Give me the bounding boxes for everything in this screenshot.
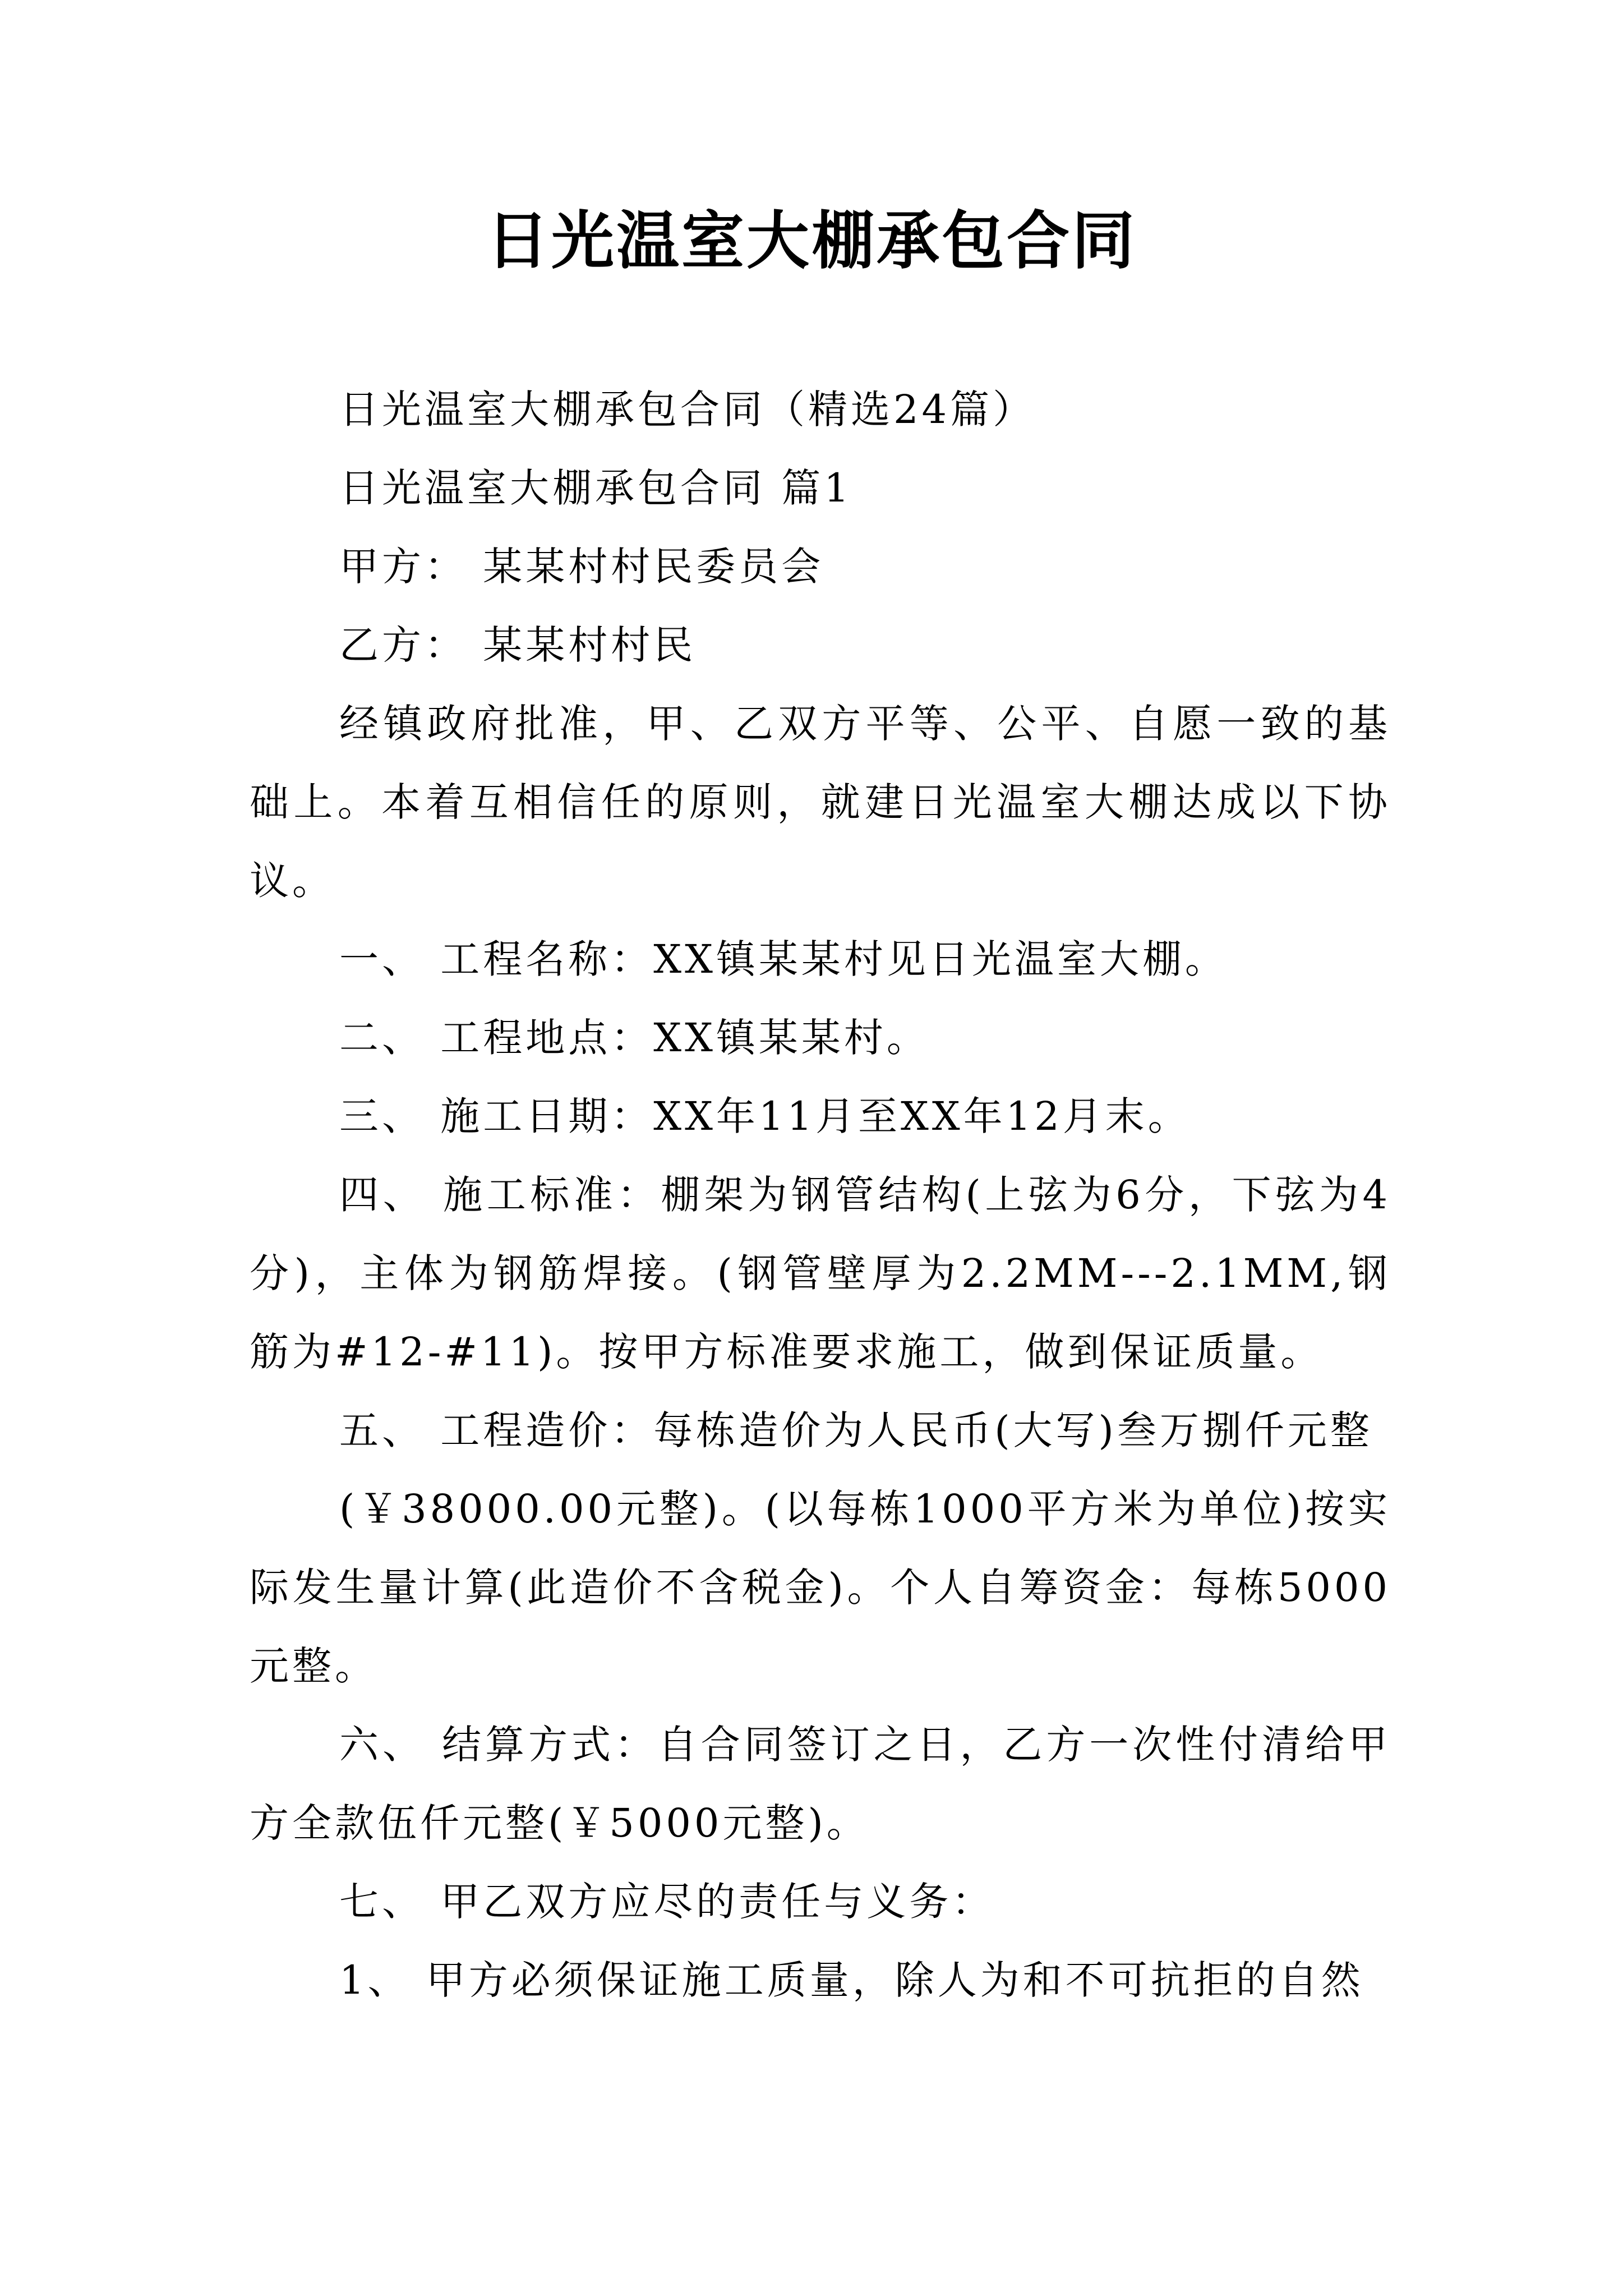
paragraph-party-a: 甲方： 某某村村民委员会 <box>339 544 824 590</box>
paragraph-collection-title: 日光温室大棚承包合同（精选24篇） <box>339 386 1036 432</box>
paragraph-clause-2: 二、 工程地点：XX镇某某村。 <box>339 1015 929 1061</box>
paragraph-preamble: 经镇政府批准，甲、乙双方平等、公平、自愿一致的基础上。本着互相信任的原则，就建日光温室大棚达成以下协议。 <box>250 701 1391 904</box>
paragraph-clause-7-item-1: 1、 甲方必须保证施工质量，除人为和不可抗拒的自然 <box>339 1957 1364 2003</box>
paragraph-party-b: 乙方： 某某村村民 <box>339 622 697 668</box>
document-title: 日光温室大棚承包合同 <box>486 204 1137 278</box>
paragraph-clause-6: 六、 结算方式：自合同签订之日，乙方一次性付清给甲方全款伍仟元整(￥5000元整)。 <box>250 1722 1391 1846</box>
paragraph-clause-7: 七、 甲乙双方应尽的责任与义务： <box>339 1879 995 1925</box>
paragraph-section-heading: 日光温室大棚承包合同 篇1 <box>339 465 852 511</box>
paragraph-clause-5: 五、 工程造价：每栋造价为人民币(大写)叁万捌仟元整 <box>339 1407 1373 1453</box>
paragraph-clause-3: 三、 施工日期：XX年11月至XX年12月末。 <box>339 1093 1191 1139</box>
document-body <box>250 370 1391 2019</box>
paragraph-clause-4: 四、 施工标准：棚架为钢管结构(上弦为6分，下弦为4分)，主体为钢筋焊接。(钢管壁厚为2.2MM---2.1MM,钢筋为#12-#11)。按甲方标准要求施工，做到保证质量。 <box>250 1172 1391 1375</box>
paragraph-clause-5-continued: (￥38000.00元整)。(以每栋1000平方米为单位)按实际发生量计算(此造价不含税金)。个人自筹资金：每栋5000元整。 <box>250 1486 1391 1689</box>
paragraph-clause-1: 一、 工程名称：XX镇某某村见日光温室大棚。 <box>339 936 1228 982</box>
